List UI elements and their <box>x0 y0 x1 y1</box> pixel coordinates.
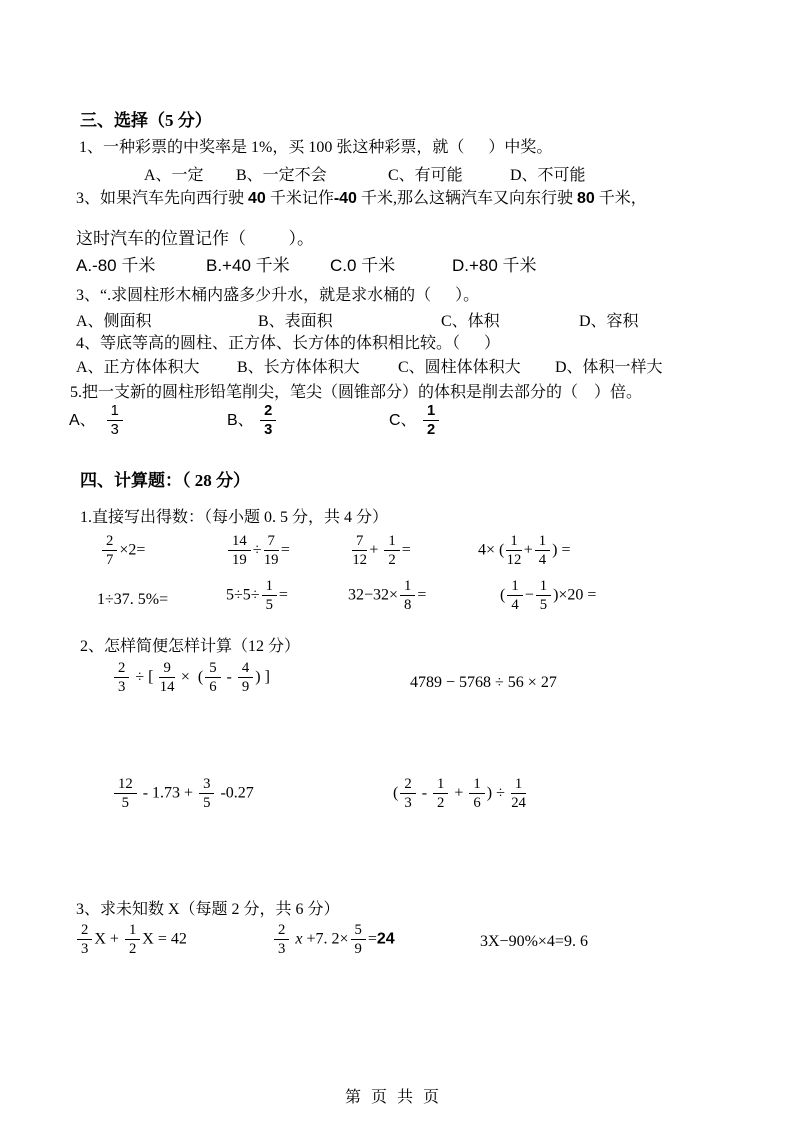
calc-p2-r2-item1: $\frac{12}{5}$ - 1.73 + $\frac{3}{5}$ -0.27 <box>112 776 254 811</box>
q2-text-line2: 这时汽车的位置记作（ ）。 <box>76 229 314 248</box>
q1-option-d: D、不可能 <box>510 167 586 184</box>
q5-option-a: A、 $\frac{1}{3}$ <box>69 403 125 438</box>
calc-p1-r2-item3: 32−32× $\frac{1}{8}$ = <box>348 578 427 614</box>
calc-p1-r2-item2: 5÷5÷ $\frac{1}{5}$ = <box>226 578 288 614</box>
q3-option-c: C、体积 <box>441 313 500 330</box>
page-footer: 第 页 共 页 <box>345 1089 443 1106</box>
q5-text: 5.把一支新的圆柱形铅笔削尖，笔尖（圆锥部分）的体积是削去部分的（ ）倍。 <box>70 384 643 401</box>
q1-option-b: B、一定不会 <box>236 167 327 184</box>
calc-p3-eq3: 3X−90%×4=9. 6 <box>480 933 588 950</box>
q3-option-b: B、表面积 <box>258 313 333 330</box>
q2-option-a: A.-80 千米 <box>76 256 156 275</box>
q3-text: 3、“.求圆柱形木桶内盛多少升水，就是求水桶的（ ）。 <box>76 287 480 304</box>
q4-option-b: B、长方体体积大 <box>237 359 360 376</box>
calc-p3-eq2: $\frac{2}{3}$ x +7. 2× $\frac{5}{9}$ =24 <box>272 922 395 957</box>
calc-p2-r2-item2: ( $\frac{2}{3}$ - $\frac{1}{2}$ + $\frac{1}{6}$ ) ÷ $\frac{1}{24}$ <box>393 776 526 812</box>
calc-p1-r2-item1: 1÷37. 5%= <box>97 591 169 608</box>
q4-option-a: A、正方体体积大 <box>76 359 200 376</box>
calc-p2-r1-item2: 4789 − 5768 ÷ 56 × 27 <box>410 674 557 691</box>
q2-option-c: C.0 千米 <box>330 256 396 275</box>
q4-option-c: C、圆柱体体积大 <box>398 359 521 376</box>
section-choice-title: 三、选择（5 分） <box>80 111 212 130</box>
calc-part1-heading: 1.直接写出得数：（每小题 0. 5 分，共 4 分） <box>80 509 389 526</box>
q3-option-a: A、侧面积 <box>76 313 152 330</box>
calc-p1-r2-item4: ( $\frac{1}{4}$ − $\frac{1}{5}$ )×20 = <box>500 578 597 614</box>
calc-p1-r1-item4: 4× ( $\frac{1}{12}$ + $\frac{1}{4}$ ) = <box>478 533 571 569</box>
q1-option-c: C、有可能 <box>388 167 463 184</box>
calc-p1-r1-item2: $\frac{14}{19}$ ÷ $\frac{7}{19}$ = <box>226 533 290 568</box>
calc-part2-heading: 2、怎样简便怎样计算（12 分） <box>80 638 301 655</box>
calc-p1-r1-item1: $\frac{2}{7}$ ×2= <box>100 533 145 568</box>
q5-option-c: C、 $\frac{1}{2}$ <box>389 403 441 438</box>
q5-option-b: B、 $\frac{2}{3}$ <box>227 403 278 438</box>
calc-p2-r1-item1: $\frac{2}{3}$ ÷ [ $\frac{9}{14}$ × ( $\frac{5}{6}$ - $\frac{4}{9}$ ) ] <box>112 660 270 695</box>
q2-text-line1: 3、如果汽车先向西行驶 40 千米记作-40 千米,那么这辆汽车又向东行驶 80 千米， <box>76 190 647 207</box>
q2-option-b: B.+40 千米 <box>206 256 290 275</box>
section-calc-title: 四、计算题：（ 28 分） <box>80 471 250 490</box>
q4-option-d: D、体积一样大 <box>555 359 663 376</box>
q4-text: 4、等底等高的圆柱、正方体、长方体的体积相比较。（ ） <box>76 335 501 352</box>
calc-p1-r1-item3: $\frac{7}{12}$ + $\frac{1}{2}$ = <box>352 533 411 569</box>
calc-p3-eq1: $\frac{2}{3}$ X + $\frac{1}{2}$ X = 42 <box>75 922 187 957</box>
q3-option-d: D、容积 <box>579 313 639 330</box>
q2-option-d: D.+80 千米 <box>452 256 537 275</box>
calc-part3-heading: 3、求未知数 X（每题 2 分，共 6 分） <box>76 901 340 918</box>
q1-text: 1、一种彩票的中奖率是 1%，买 100 张这种彩票，就（ ）中奖。 <box>79 139 553 156</box>
q1-option-a: A、一定 <box>144 167 204 184</box>
